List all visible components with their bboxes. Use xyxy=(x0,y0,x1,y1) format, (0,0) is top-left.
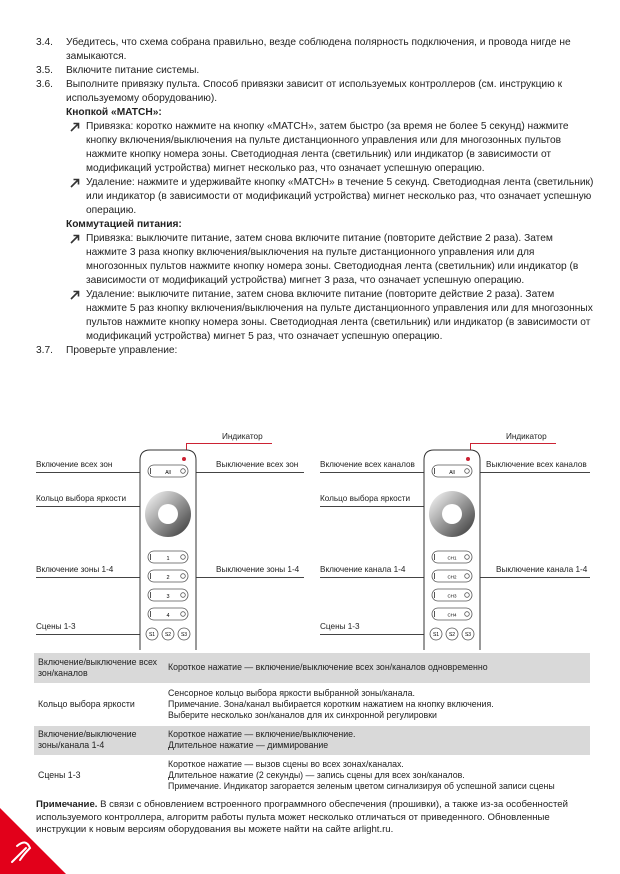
channel-on-label: Включение канала 1-4 xyxy=(320,565,406,574)
svg-text:S2: S2 xyxy=(448,632,456,638)
indicator-label: Индикатор xyxy=(506,432,547,441)
all-off-label: Выключение всех зон xyxy=(216,460,299,469)
table-cell-description: Короткое нажатие — вызов сцены во всех зонах/каналах. Длительное нажатие (2 секунды) — запись сцены для всех зон/каналов. Примечание. Индикатор загорается зеленым цветом сигнализируя об успешной записи сцены xyxy=(168,758,555,791)
svg-text:3: 3 xyxy=(166,594,170,600)
table-row xyxy=(34,653,590,683)
step-3-6 xyxy=(36,78,596,106)
scene-keys xyxy=(146,628,190,640)
step-3-7 xyxy=(36,344,596,358)
power-heading: Коммутацией питания: xyxy=(66,219,182,230)
table-cell-function: Включение/выключение всех зон/каналов xyxy=(34,653,164,683)
arrow-icon xyxy=(70,176,86,218)
footnote xyxy=(36,799,596,837)
step-number: 3.7. xyxy=(36,345,53,356)
power-bind-text: Привязка: выключите питание, затем снова включите питание (повторите действие 2 раза). Затем нажмите 3 раза кнопку включения/выключения на пульте дистанционного управления или для многозонных пультов нажмите кнопку номера зоны. Светодиодная лента (светильник) или индикатор (в зависимости от модификаций устройства) мигнет 3 раза, что означает успешную операцию. xyxy=(86,233,579,286)
match-unbind-text: Удаление: нажмите и удерживайте кнопку «MATCH» в течение 5 секунд. Светодиодная лента (светильник) или индикатор (в зависимости от модификаций устройства) мигнет несколько раз, что означает успешную операцию. xyxy=(86,177,594,216)
svg-text:CH4: CH4 xyxy=(447,612,457,618)
arrow-icon xyxy=(70,120,86,176)
zone-off-label: Выключение зоны 1-4 xyxy=(216,565,300,574)
step-text: Выполните привязку пульта. Способ привязки зависит от используемых контроллеров (см. инструкцию к используемому оборудованию). xyxy=(66,79,563,104)
indicator-pointer xyxy=(186,443,272,444)
all-button-text: All xyxy=(165,470,171,476)
table-cell-function: Сцены 1-3 xyxy=(38,769,81,780)
indicator-pointer xyxy=(470,443,556,444)
function-table xyxy=(34,653,590,796)
match-unbind-item xyxy=(70,176,596,218)
svg-text:CH3: CH3 xyxy=(447,593,457,599)
svg-text:1: 1 xyxy=(166,556,170,562)
power-bind-item xyxy=(70,232,596,288)
ring-label: Кольцо выбора яркости xyxy=(320,494,411,503)
remote-diagram-zones xyxy=(36,428,306,650)
svg-text:S2: S2 xyxy=(164,632,172,638)
all-on-label: Включение всех каналов xyxy=(320,460,415,469)
remote-diagram-channels xyxy=(320,428,592,650)
arrow-icon xyxy=(70,288,86,344)
zone-on-label: Включение зоны 1-4 xyxy=(36,565,114,574)
table-cell-function: Кольцо выбора яркости xyxy=(38,698,135,709)
match-bind-item xyxy=(70,120,596,176)
scenes-line xyxy=(320,634,430,635)
svg-text:CH1: CH1 xyxy=(447,555,457,561)
svg-text:CH2: CH2 xyxy=(447,574,457,580)
step-text: Включите питание системы. xyxy=(66,65,200,76)
ring-line xyxy=(36,506,151,507)
step-text: Убедитесь, что схема собрана правильно, везде соблюдена полярность подключения, и провода нигде не замыкаются. xyxy=(66,37,571,62)
indicator-label: Индикатор xyxy=(222,432,263,441)
scene-keys xyxy=(430,628,474,640)
all-on-label: Включение всех зон xyxy=(36,460,113,469)
channel-off-label: Выключение канала 1-4 xyxy=(496,565,588,574)
power-unbind-item xyxy=(70,288,596,344)
ring-line xyxy=(320,506,435,507)
svg-text:S3: S3 xyxy=(464,632,472,638)
scenes-line xyxy=(36,634,146,635)
step-number: 3.6. xyxy=(36,79,53,90)
match-bind-text: Привязка: коротко нажмите на кнопку «MATCH», затем быстро (за время не более 5 секунд) нажмите кнопку включения/выключения на пульте дистанционного управления или для многозонных пультов нажмите кнопку номера зоны. Светодиодная лента (светильник) или индикатор (в зависимости от модификаций устройства) мигнет несколько раз, что означает успешную операцию. xyxy=(86,121,569,174)
remote-body-icon xyxy=(136,448,200,650)
svg-text:2: 2 xyxy=(166,575,170,581)
remote-body-icon xyxy=(420,448,484,650)
all-off-label: Выключение всех каналов xyxy=(486,460,587,469)
brand-logo-icon xyxy=(0,808,66,874)
table-cell-description: Сенсорное кольцо выбора яркости выбранной зоны/канала. Примечание. Зона/канал выбирается коротким нажатием на кнопку включения. Выберите несколько зон/каналов для их синхронной регулировки xyxy=(168,687,494,720)
scenes-label: Сцены 1-3 xyxy=(320,622,360,631)
step-3-5 xyxy=(36,64,596,78)
step-text: Проверьте управление: xyxy=(66,345,178,356)
svg-text:All: All xyxy=(449,470,455,476)
svg-text:S3: S3 xyxy=(180,632,188,638)
svg-text:4: 4 xyxy=(166,613,170,619)
power-unbind-text: Удаление: выключите питание, затем снова включите питание (повторите действие 2 раза). Затем нажмите 5 раз кнопку включения/выключения на пульте дистанционного управления или для многозонных пультов нажмите кнопку номера зоны. Светодиодная лента (светильник) или индикатор (в зависимости от модификаций устройства) мигнет 5 раз, что означает успешную операцию. xyxy=(86,289,593,342)
svg-text:S1: S1 xyxy=(432,632,440,638)
arrow-icon xyxy=(70,232,86,288)
note-label: Примечание. xyxy=(36,799,98,810)
table-cell-function: Включение/выключение зоны/канала 1-4 xyxy=(34,725,164,755)
table-row xyxy=(34,683,590,725)
svg-text:S1: S1 xyxy=(148,632,156,638)
table-row xyxy=(34,755,590,795)
steps-section xyxy=(36,36,596,358)
scenes-label: Сцены 1-3 xyxy=(36,622,76,631)
ring-label: Кольцо выбора яркости xyxy=(36,494,127,503)
step-number: 3.5. xyxy=(36,65,53,76)
table-cell-description: Короткое нажатие — включение/выключение. Длительное нажатие — диммирование xyxy=(164,725,590,755)
table-row xyxy=(34,725,590,755)
note-text: В связи с обновлением встроенного программного обеспечения (прошивки), а также из-за особенностей используемого контроллера, алгоритм работы пульта может несколько отличаться от приведенного. Обновленные инструкции к новым версиям оборудования вы можете найти на сайте arlight.ru. xyxy=(36,799,568,835)
step-3-4 xyxy=(36,36,596,64)
table-cell-description: Короткое нажатие — включение/выключение всех зон/каналов одновременно xyxy=(164,653,590,683)
match-heading: Кнопкой «MATCH»: xyxy=(66,107,162,118)
step-number: 3.4. xyxy=(36,37,53,48)
